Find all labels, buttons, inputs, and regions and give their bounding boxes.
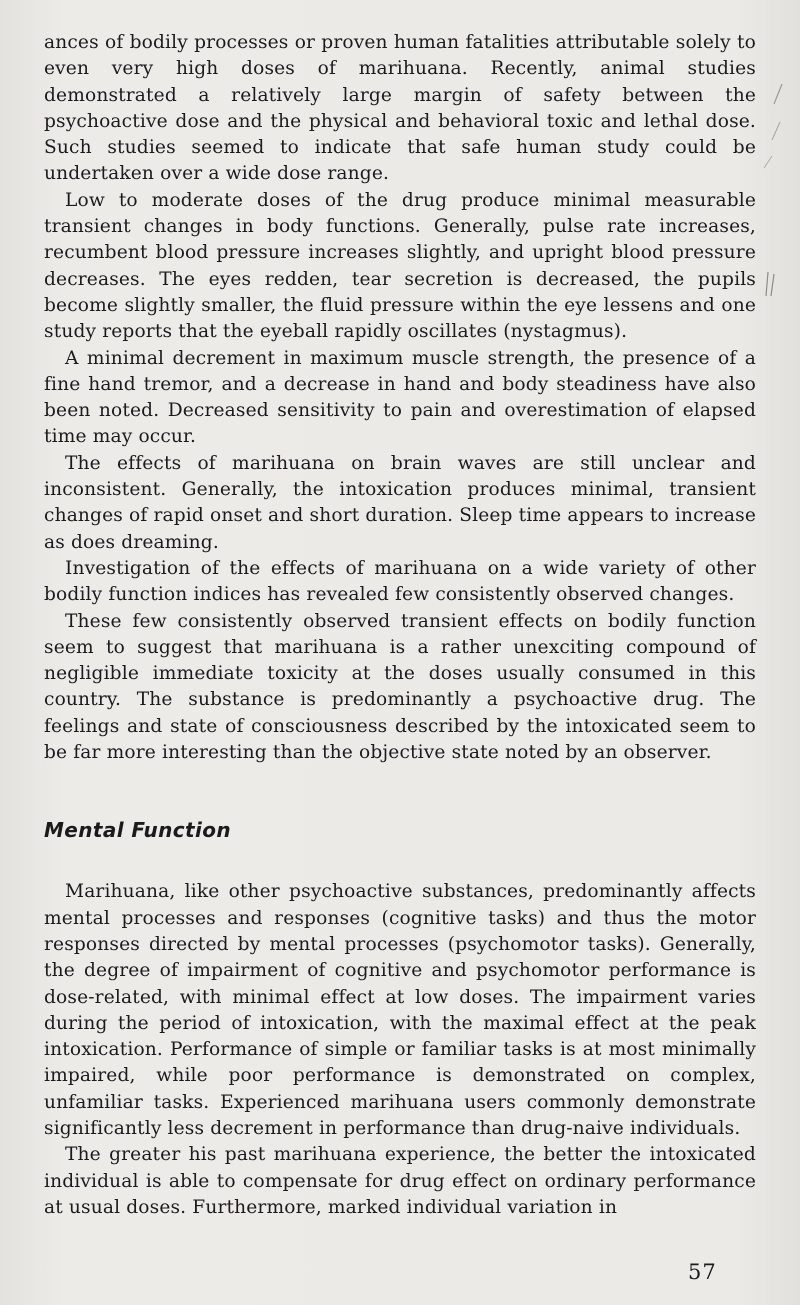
paragraph-past-experience: The greater his past marihuana experience, the better the intoxicated individual is able to compensate for drug effect on ordinary performance at usual doses. Furthermore, marked individual variation in bbox=[44, 1144, 756, 1218]
body-text bbox=[44, 30, 756, 1221]
paragraph-psychoactive-substances: Marihuana, like other psychoactive substances, predominantly affects mental processes and responses (cognitive tasks) and thus the motor responses directed by mental processes (psychomotor tasks). Generally, the degree of impairment of cognitive and psychomotor performance is dose-related, with minimal effect at low doses. The impairment varies during the period of intoxication, with the maximal effect at the peak intoxication. Performance of simple or familiar tasks is at most minimally impaired, while poor performance is demonstrated on complex, unfamiliar tasks. Experienced marihuana users commonly demonstrate significantly less decrement in performance than drug-naive individuals. bbox=[44, 881, 756, 1139]
paragraph-brain-waves: The effects of marihuana on brain waves are still unclear and inconsistent. Generally, the intoxication produces minimal, transient changes of rapid onset and short duration. Sleep time appears to increase as does dreaming. bbox=[44, 452, 756, 553]
section-heading-mental-function: Mental Function bbox=[44, 818, 232, 843]
page-number: 57 bbox=[688, 1260, 717, 1284]
paragraph-low-moderate-doses: Low to moderate doses of the drug produce minimal measurable transient changes in body functions. Generally, pulse rate increases, recumbent blood pressure increases slightly, and upright blood pressure decreases. The eyes redden, tear secretion is decreased, the pupils become slightly smaller, the fluid pressure within the eye lessens and one study reports that the eyeball rapidly oscillates (nystagmus). bbox=[44, 189, 756, 343]
paragraph-continuation: ances of bodily processes or proven human fatalities attributable solely to even very high doses of marihuana. Recently, animal studies demonstrated a relatively large margin of safety between the psychoactive dose and the physical and behavioral toxic and lethal dose. Such studies seemed to indicate that safe human study could be undertaken over a wide dose range. bbox=[44, 32, 756, 185]
paragraph-bodily-function-indices: Investigation of the effects of marihuana on a wide variety of other bodily function indices has revealed few consistently observed changes. bbox=[44, 557, 756, 606]
paragraph-transient-effects: These few consistently observed transient effects on bodily function seem to suggest that marihuana is a rather unexciting compound of negligible immediate toxicity at the doses usually consumed in this country. The substance is predominantly a psychoactive drug. The feelings and state of consciousness described by the intoxicated seem to be far more interesting than the objective state noted by an observer. bbox=[44, 610, 756, 764]
margin-pencil-marks bbox=[760, 60, 800, 320]
paragraph-muscle-strength: A minimal decrement in maximum muscle strength, the presence of a fine hand tremor, and a decrease in hand and body steadiness have also been noted. Decreased sensitivity to pain and overestimation of elapsed time may occur. bbox=[44, 347, 756, 448]
